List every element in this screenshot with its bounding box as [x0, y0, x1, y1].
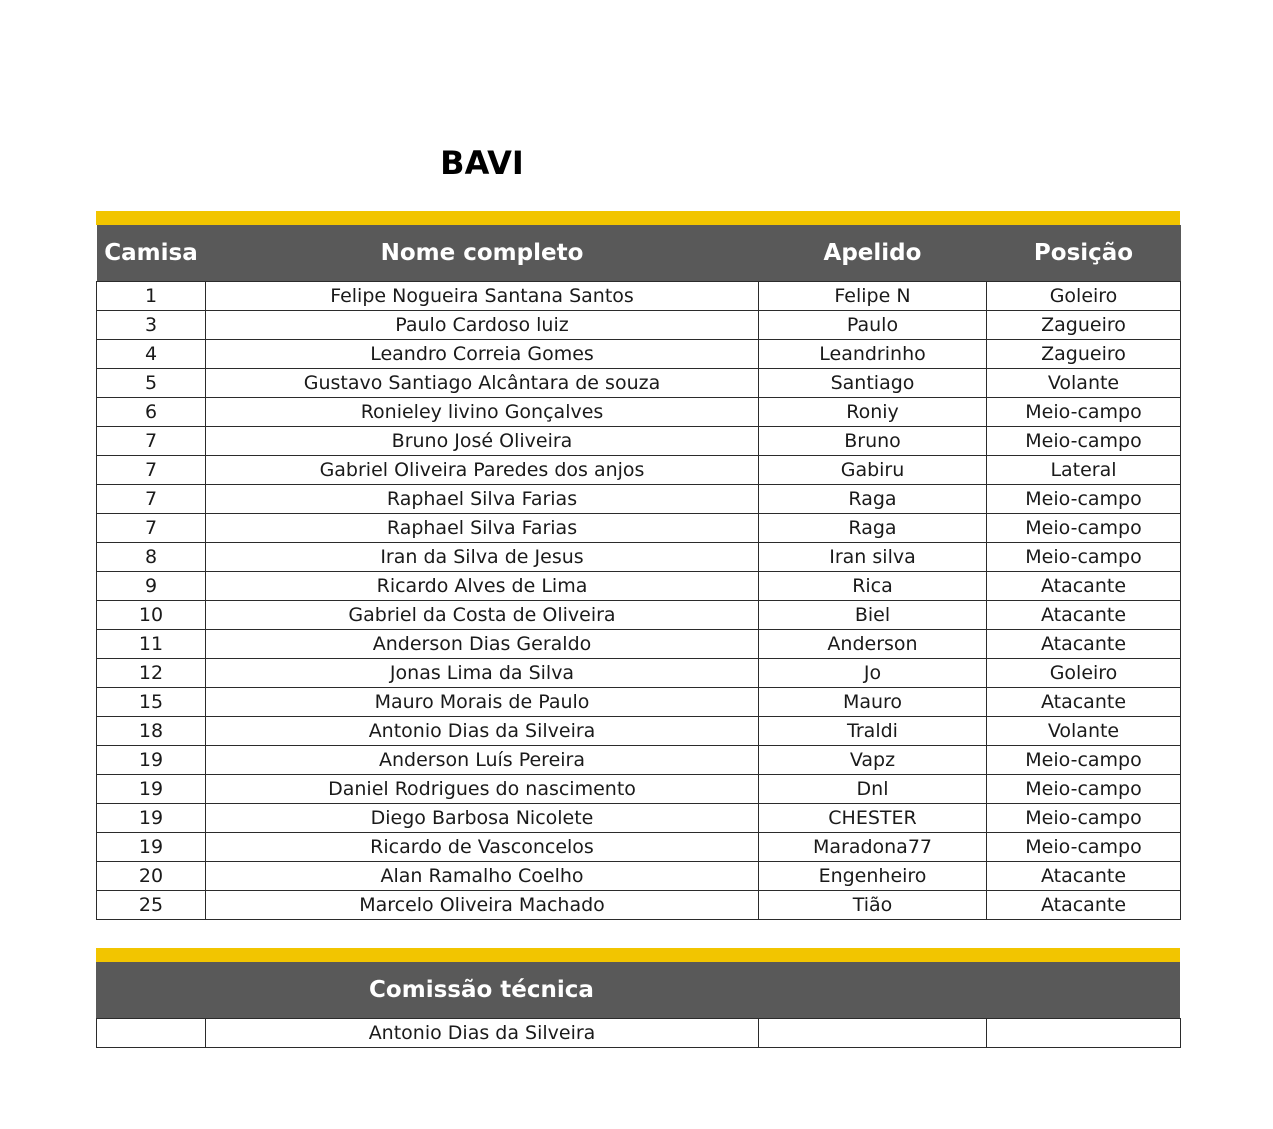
cell-posicao: Zagueiro: [987, 340, 1181, 369]
cell-camisa: 18: [97, 717, 206, 746]
cell-nome: Marcelo Oliveira Machado: [206, 891, 759, 920]
cell-nome: Anderson Luís Pereira: [206, 746, 759, 775]
cell-posicao: Atacante: [987, 572, 1181, 601]
cell-nome: Paulo Cardoso luiz: [206, 311, 759, 340]
cell-apelido: Rica: [759, 572, 987, 601]
cell-nome: Gustavo Santiago Alcântara de souza: [206, 369, 759, 398]
cell-apelido: Raga: [759, 485, 987, 514]
cell-nome: Gabriel da Costa de Oliveira: [206, 601, 759, 630]
cell-posicao: Volante: [987, 369, 1181, 398]
cell-camisa: 9: [97, 572, 206, 601]
staff-table: [96, 1018, 1181, 1048]
cell-apelido: Gabiru: [759, 456, 987, 485]
cell-nome: Anderson Dias Geraldo: [206, 630, 759, 659]
cell-nome: Antonio Dias da Silveira: [206, 717, 759, 746]
cell-nome: Ricardo Alves de Lima: [206, 572, 759, 601]
roster-body: [97, 282, 1181, 920]
staff-header: [96, 962, 1180, 1018]
table-row: [97, 398, 1181, 427]
cell-nome: Felipe Nogueira Santana Santos: [206, 282, 759, 311]
table-row: [97, 572, 1181, 601]
cell-posicao: Atacante: [987, 601, 1181, 630]
cell-nome: Raphael Silva Farias: [206, 514, 759, 543]
cell-apelido: Anderson: [759, 630, 987, 659]
column-header-nome: Nome completo: [206, 225, 759, 282]
cell-camisa: 7: [97, 514, 206, 543]
table-row: [97, 688, 1181, 717]
cell-posicao: Atacante: [987, 862, 1181, 891]
table-row: [97, 340, 1181, 369]
cell-apelido: Felipe N: [759, 282, 987, 311]
cell-nome: Antonio Dias da Silveira: [206, 1019, 759, 1048]
cell-posicao: Zagueiro: [987, 311, 1181, 340]
cell-posicao: Meio-campo: [987, 833, 1181, 862]
cell-posicao: [987, 1019, 1181, 1048]
cell-posicao: Meio-campo: [987, 775, 1181, 804]
cell-camisa: 7: [97, 456, 206, 485]
cell-posicao: Meio-campo: [987, 514, 1181, 543]
cell-posicao: Goleiro: [987, 282, 1181, 311]
table-row: [97, 659, 1181, 688]
cell-posicao: Meio-campo: [987, 804, 1181, 833]
cell-nome: Gabriel Oliveira Paredes dos anjos: [206, 456, 759, 485]
table-row: [97, 746, 1181, 775]
column-header-posicao: Posição: [987, 225, 1181, 282]
cell-camisa: 4: [97, 340, 206, 369]
cell-camisa: 5: [97, 369, 206, 398]
cell-nome: Daniel Rodrigues do nascimento: [206, 775, 759, 804]
roster-section: [96, 211, 1180, 920]
cell-posicao: Meio-campo: [987, 398, 1181, 427]
cell-apelido: Jo: [759, 659, 987, 688]
accent-bar: [96, 948, 1180, 962]
cell-posicao: Atacante: [987, 688, 1181, 717]
cell-apelido: Raga: [759, 514, 987, 543]
cell-apelido: Vapz: [759, 746, 987, 775]
cell-camisa: 7: [97, 427, 206, 456]
roster-header-row: [97, 225, 1181, 282]
cell-apelido: Biel: [759, 601, 987, 630]
cell-posicao: Meio-campo: [987, 543, 1181, 572]
cell-nome: Leandro Correia Gomes: [206, 340, 759, 369]
cell-nome: Diego Barbosa Nicolete: [206, 804, 759, 833]
cell-apelido: Paulo: [759, 311, 987, 340]
cell-apelido: Santiago: [759, 369, 987, 398]
table-row: [97, 717, 1181, 746]
table-row: [97, 485, 1181, 514]
cell-nome: Ricardo de Vasconcelos: [206, 833, 759, 862]
cell-camisa: 8: [97, 543, 206, 572]
cell-posicao: Atacante: [987, 630, 1181, 659]
table-row: [97, 833, 1181, 862]
cell-apelido: Mauro: [759, 688, 987, 717]
cell-camisa: 20: [97, 862, 206, 891]
cell-apelido: Bruno: [759, 427, 987, 456]
cell-nome: Mauro Morais de Paulo: [206, 688, 759, 717]
cell-camisa: [97, 1019, 206, 1048]
cell-nome: Iran da Silva de Jesus: [206, 543, 759, 572]
cell-apelido: [759, 1019, 987, 1048]
cell-camisa: 19: [97, 833, 206, 862]
cell-camisa: 3: [97, 311, 206, 340]
cell-camisa: 6: [97, 398, 206, 427]
table-row: [97, 601, 1181, 630]
cell-apelido: Tião: [759, 891, 987, 920]
cell-nome: Bruno José Oliveira: [206, 427, 759, 456]
cell-posicao: Volante: [987, 717, 1181, 746]
cell-camisa: 12: [97, 659, 206, 688]
cell-camisa: 11: [97, 630, 206, 659]
cell-camisa: 19: [97, 775, 206, 804]
cell-posicao: Goleiro: [987, 659, 1181, 688]
cell-apelido: Roniy: [759, 398, 987, 427]
table-row: [97, 804, 1181, 833]
roster-table: [96, 225, 1181, 920]
table-row: [97, 891, 1181, 920]
cell-nome: Raphael Silva Farias: [206, 485, 759, 514]
cell-apelido: Engenheiro: [759, 862, 987, 891]
cell-posicao: Meio-campo: [987, 746, 1181, 775]
staff-body: [97, 1019, 1181, 1048]
cell-camisa: 7: [97, 485, 206, 514]
cell-apelido: Maradona77: [759, 833, 987, 862]
cell-apelido: Dnl: [759, 775, 987, 804]
table-row: [97, 514, 1181, 543]
table-row: [97, 311, 1181, 340]
table-row: [97, 456, 1181, 485]
cell-posicao: Atacante: [987, 891, 1181, 920]
table-row: [97, 775, 1181, 804]
cell-apelido: Iran silva: [759, 543, 987, 572]
table-row: [97, 369, 1181, 398]
cell-camisa: 10: [97, 601, 206, 630]
cell-apelido: Leandrinho: [759, 340, 987, 369]
staff-header-label: Comissão técnica: [369, 977, 594, 1003]
page-title: BAVI: [440, 144, 524, 182]
cell-camisa: 15: [97, 688, 206, 717]
table-row: [97, 630, 1181, 659]
cell-posicao: Meio-campo: [987, 485, 1181, 514]
table-row: [97, 862, 1181, 891]
table-row: [97, 427, 1181, 456]
staff-section: [96, 948, 1180, 1048]
cell-camisa: 19: [97, 746, 206, 775]
cell-camisa: 19: [97, 804, 206, 833]
table-row: [97, 1019, 1181, 1048]
cell-posicao: Meio-campo: [987, 427, 1181, 456]
cell-nome: Ronieley livino Gonçalves: [206, 398, 759, 427]
cell-nome: Jonas Lima da Silva: [206, 659, 759, 688]
accent-bar: [96, 211, 1180, 225]
table-row: [97, 282, 1181, 311]
cell-camisa: 1: [97, 282, 206, 311]
cell-posicao: Lateral: [987, 456, 1181, 485]
cell-nome: Alan Ramalho Coelho: [206, 862, 759, 891]
cell-camisa: 25: [97, 891, 206, 920]
column-header-apelido: Apelido: [759, 225, 987, 282]
column-header-camisa: Camisa: [97, 225, 206, 282]
cell-apelido: CHESTER: [759, 804, 987, 833]
cell-apelido: Traldi: [759, 717, 987, 746]
table-row: [97, 543, 1181, 572]
